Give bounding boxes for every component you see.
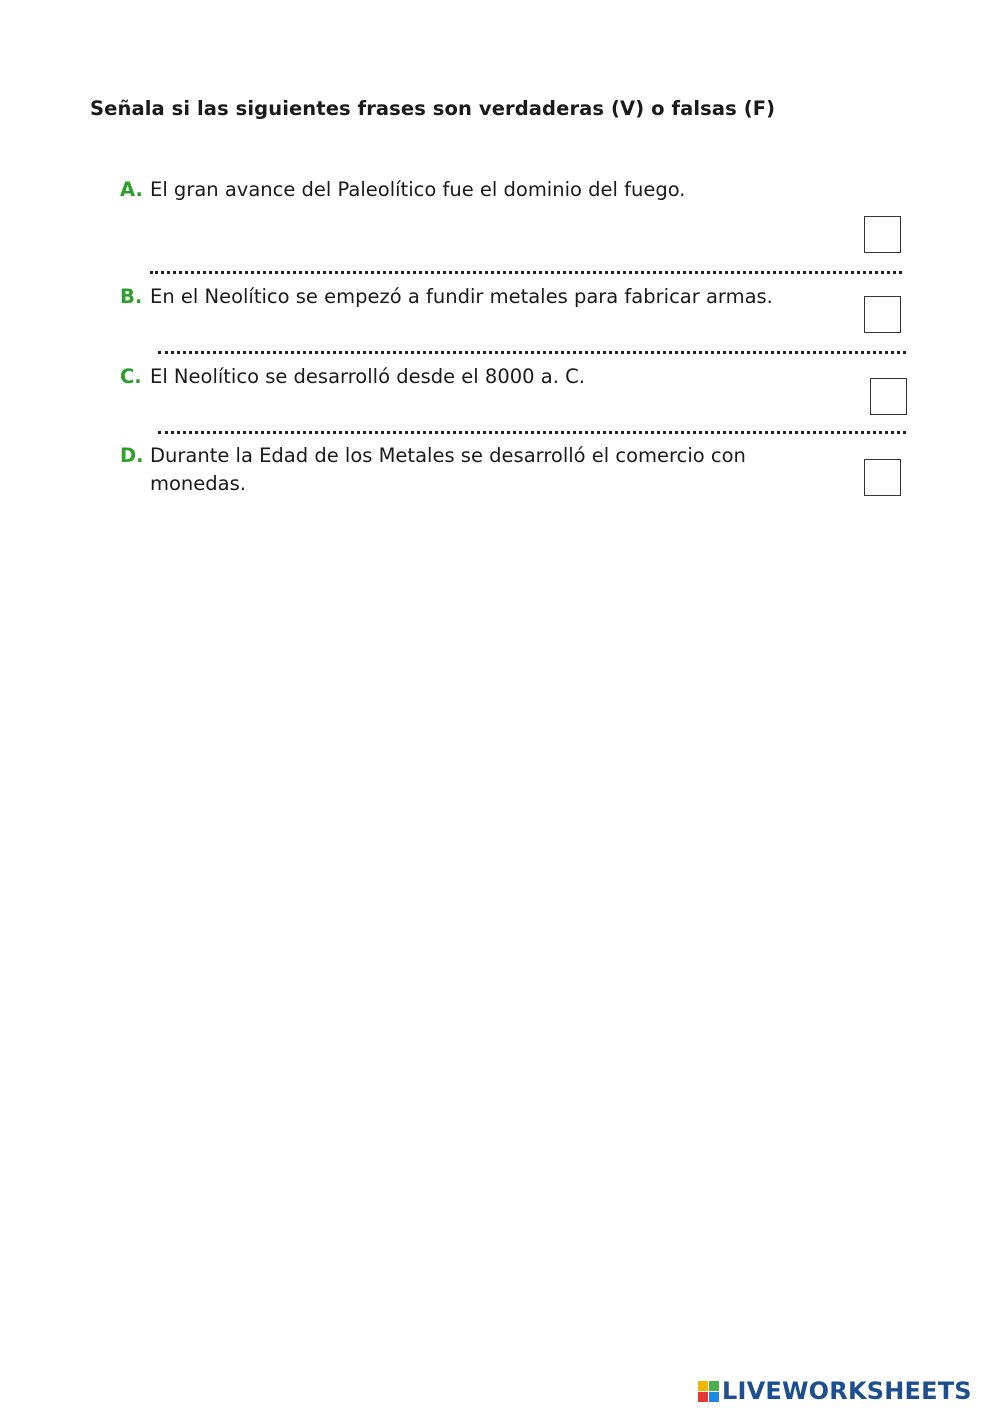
brand-name: LIVEWORKSHEETS xyxy=(722,1377,972,1405)
question-text: En el Neolítico se empezó a fundir metales para fabricar armas. xyxy=(150,285,773,308)
question-text: El Neolítico se desarrolló desde el 8000 a. C. xyxy=(150,365,585,388)
question-a xyxy=(120,176,810,204)
question-letter: B. xyxy=(120,285,143,308)
logo-square xyxy=(709,1392,719,1402)
question-c xyxy=(120,363,810,391)
logo-square xyxy=(698,1392,708,1402)
dotted-separator xyxy=(150,271,902,274)
question-letter: C. xyxy=(120,365,142,388)
dotted-separator xyxy=(158,431,906,434)
logo-square xyxy=(698,1381,708,1391)
question-letter: D. xyxy=(120,444,144,467)
answer-box-a[interactable] xyxy=(864,216,901,253)
question-text: Durante la Edad de los Metales se desarrolló el comercio con monedas. xyxy=(150,444,746,495)
dotted-separator xyxy=(158,351,906,354)
question-letter: A. xyxy=(120,178,143,201)
worksheet-title: Señala si las siguientes frases son verdaderas (V) o falsas (F) xyxy=(90,97,776,120)
answer-box-b[interactable] xyxy=(864,296,901,333)
question-b xyxy=(120,283,810,311)
answer-box-d[interactable] xyxy=(864,459,901,496)
question-d xyxy=(120,442,810,498)
logo-icon xyxy=(698,1381,719,1402)
question-text: El gran avance del Paleolítico fue el dominio del fuego. xyxy=(150,178,686,201)
answer-box-c[interactable] xyxy=(870,378,907,415)
liveworksheets-logo xyxy=(698,1377,972,1405)
logo-square xyxy=(709,1381,719,1391)
